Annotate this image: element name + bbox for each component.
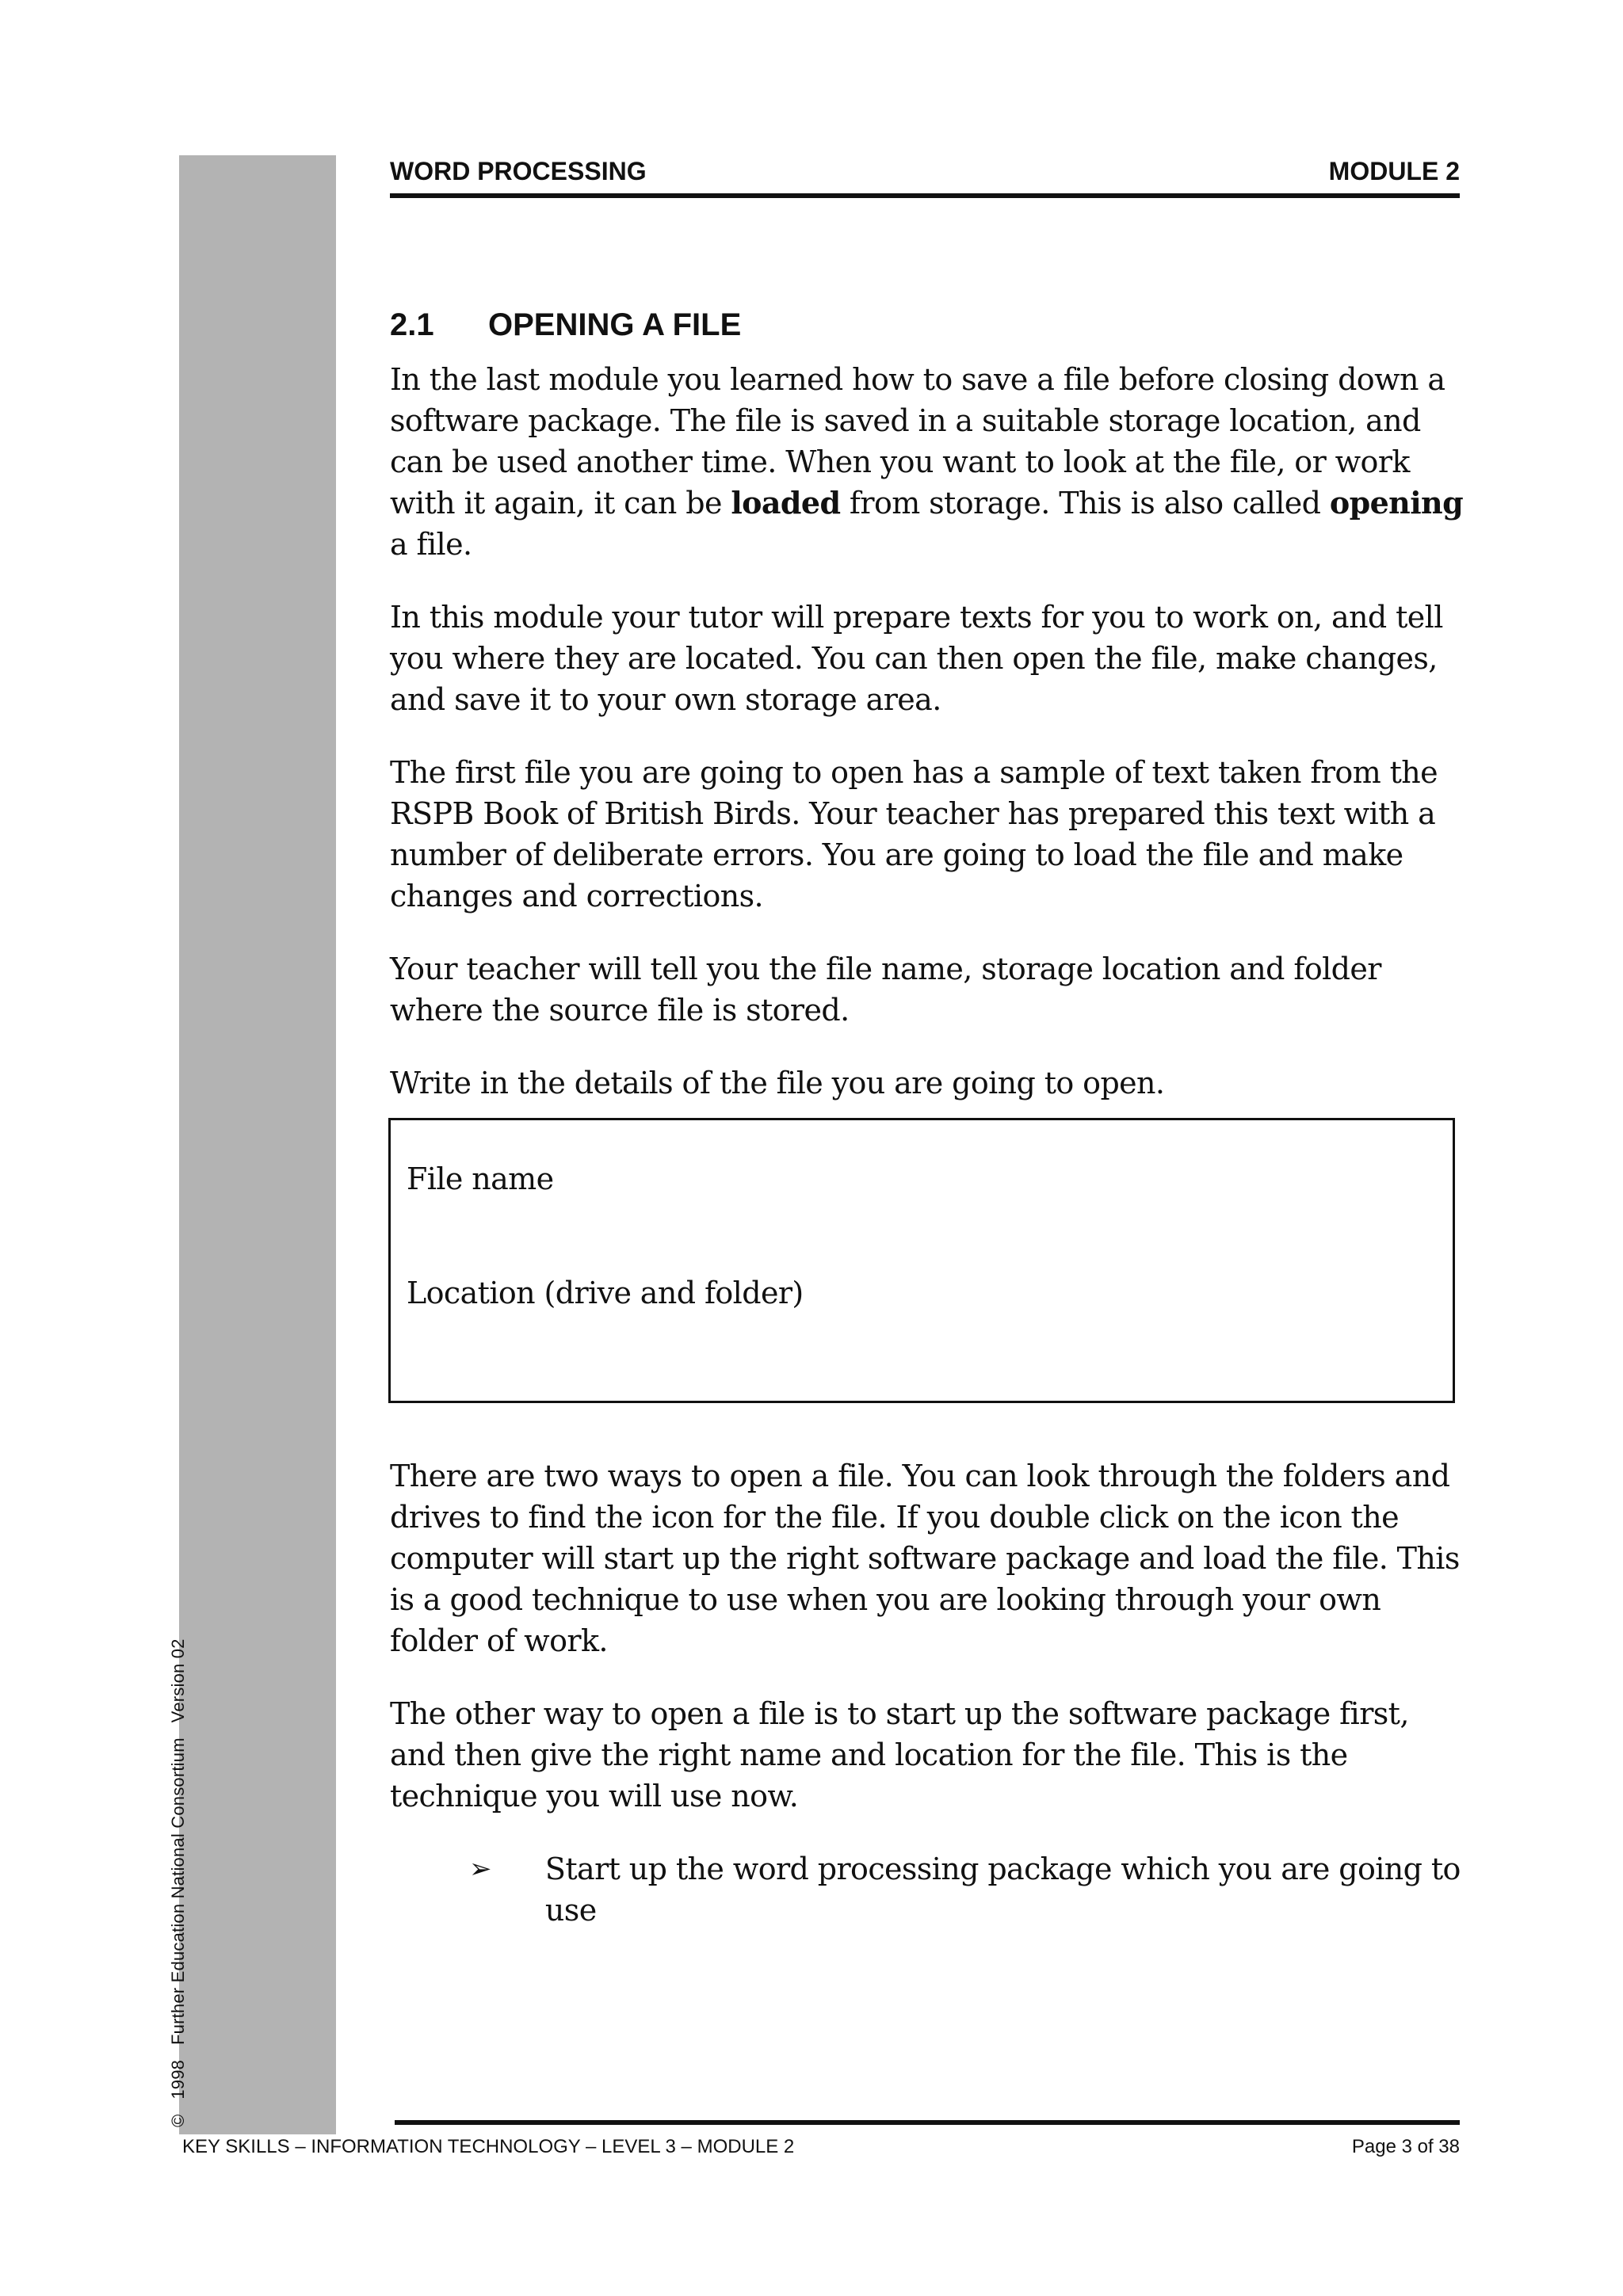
page-header bbox=[390, 157, 1460, 186]
page-number: Page 3 of 38 bbox=[1351, 2136, 1460, 2157]
paragraph-teacher: Your teacher will tell you the file name, storage location and folder where the source file is stored. bbox=[390, 952, 1381, 1028]
paragraph-two-ways: There are two ways to open a file. You can look through the folders and drives to find the icon for the file. If you double click on the icon the computer will start up the right software package and load the file. This is a good technique to use when you are looking through your own folder of work. bbox=[390, 1459, 1460, 1658]
location-label: Location (drive and folder) bbox=[407, 1276, 804, 1310]
intro-bold-opening: opening bbox=[1329, 485, 1464, 521]
page-body bbox=[390, 307, 1472, 1931]
footer-left: KEY SKILLS – INFORMATION TECHNOLOGY – LEVEL 3 – MODULE 2 bbox=[182, 2136, 795, 2157]
arrowhead-bullet-icon: ➢ bbox=[469, 1853, 492, 1885]
instruction-bullet bbox=[469, 1848, 1472, 1931]
paragraph-tutor: In this module your tutor will prepare texts for you to work on, and tell you where they are located. You can then open the file, make changes, and save it to your own storage area. bbox=[390, 600, 1443, 717]
intro-text-1: In the last module you learned how to save a file before closing down a software package. The file is saved in a suitable storage location, and can be used another time. When you want to look at the file, or work with it again, it can be bbox=[390, 362, 1445, 521]
paragraph-intro bbox=[390, 359, 1472, 565]
file-details-box[interactable] bbox=[388, 1118, 1455, 1403]
intro-bold-loaded: loaded bbox=[731, 485, 841, 521]
intro-text-3: a file. bbox=[390, 527, 472, 562]
header-left: WORD PROCESSING bbox=[390, 157, 647, 185]
copyright-notice: © 1998 Further Education National Consortium Version 02 bbox=[168, 1638, 188, 2127]
footer-rule bbox=[395, 2120, 1460, 2125]
section-heading bbox=[390, 307, 1472, 343]
file-name-label: File name bbox=[407, 1161, 554, 1196]
section-number: 2.1 bbox=[390, 307, 434, 342]
header-rule bbox=[390, 193, 1460, 198]
paragraph-other-way: The other way to open a file is to start up the software package first, and then give the right name and location for the file. This is the technique you will use now. bbox=[390, 1696, 1409, 1814]
paragraph-first-file: The first file you are going to open has a sample of text taken from the RSPB Book of British Birds. Your teacher has prepared this text with a number of deliberate errors. You are going to load the file and make changes and corrections. bbox=[390, 755, 1438, 913]
page-footer bbox=[182, 2136, 1460, 2158]
bullet-text: Start up the word processing package which you are going to use bbox=[544, 1852, 1461, 1928]
intro-text-2: from storage. This is also called bbox=[840, 486, 1330, 521]
section-title: OPENING A FILE bbox=[488, 307, 742, 342]
paragraph-write-details: Write in the details of the file you are going to open. bbox=[390, 1066, 1165, 1100]
header-right: MODULE 2 bbox=[1328, 157, 1460, 185]
grey-margin-bar bbox=[179, 155, 336, 2134]
